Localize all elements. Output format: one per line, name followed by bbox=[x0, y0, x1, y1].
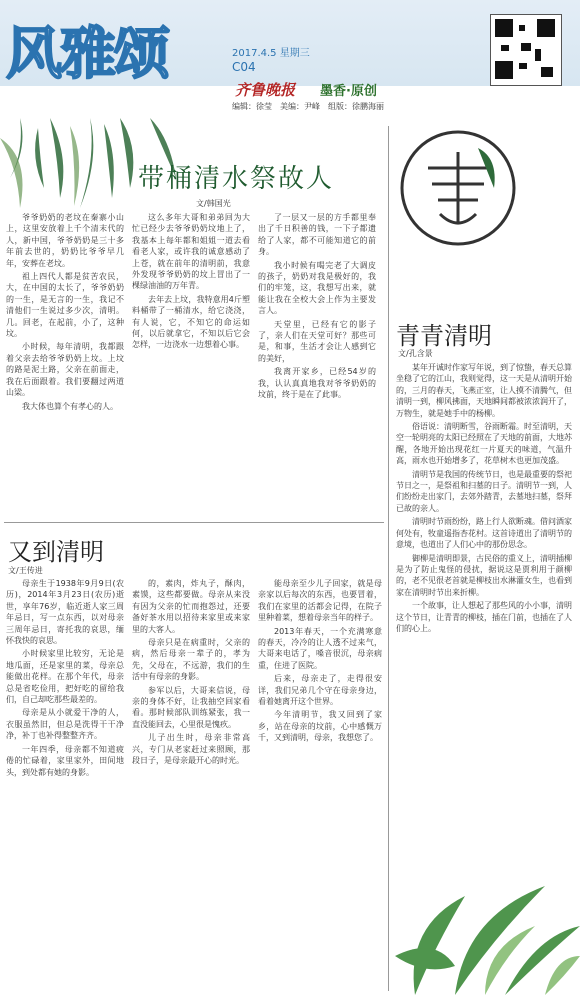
paragraph: 小时候，每年清明，我都跟着父亲去给爷爷奶奶上坟。上坟的路是泥土路，父亲在前面走，我在后面跟着。我们要翻过两道山梁。 bbox=[6, 342, 124, 398]
paragraph: 清明节是我国的传统节日，也是最重要的祭祀节日之一，是祭祖和扫墓的日子。清明节一到，人们纷纷走出家门，去郊外踏青，去墓地扫墓，祭拜已故的亲人。 bbox=[396, 469, 572, 513]
article3-column-2 bbox=[132, 578, 250, 990]
article2-column bbox=[396, 362, 572, 832]
paragraph: 我离开家乡，已经54岁的我，认认真真地我对爷爷奶奶的坟前，终于是在了此事。 bbox=[258, 367, 376, 400]
paragraph: 能母亲至少儿子回家，就是母亲家以后每次的东西，也要冒着，我们在家里的活都会记得，在院子里种着菜，想着母亲当年的样子。 bbox=[258, 579, 382, 623]
paragraph: 俗语说：清明断雪，谷雨断霜。时至清明，天空一轮明亮的太阳已经照在了天地的前面，大地苏醒，各地开始出现花红一片夏天的味道，气温升高，雨水也开始增多了，花草树木也更加茂盛。 bbox=[396, 422, 572, 466]
paragraph: 小时候家里比较穷，无论是地瓜面，还是家里的菜，母亲总能做出花样。在那个年代，母亲总是省吃俭用，把好吃的留给我们，自己却吃那些最差的。 bbox=[6, 649, 124, 705]
paragraph: 这么多年大哥和弟弟回为大忙已经少去爷爷奶奶坟地上了，我基本上每年都和姐姐一道去看看老人家，或许我的诚意感动了上苍，就在前年的清明前，我意外发现爷爷奶奶的坟上冒出了一棵绿油油的万年青。 bbox=[132, 213, 250, 291]
paragraph: 儿子出生时，母亲非常高兴，专门从老家赶过来照顾，那段日子，是母亲最开心的时光。 bbox=[132, 733, 250, 766]
editor-credits: 编辑：徐莹 美编：尹峰 组版：徐鹏海丽 bbox=[232, 102, 384, 111]
column-divider bbox=[388, 126, 389, 991]
paragraph: 母亲生于1938年9月9日(农历)，2014年3月23日(农历)逝世，享年76岁，临近逝人家三周年忌日，写一点东西，以对母亲三周年忌日，寄托我的哀思，缅怀我快的哀思。 bbox=[6, 579, 124, 646]
section-name: 墨香·原创 bbox=[320, 84, 377, 99]
column-logo: 风雅颂 bbox=[6, 21, 168, 87]
paragraph: 天堂里，已经有它的影子了，亲人们在天堂可好？那些可是，和事，生活才会让人感到它的美好， bbox=[258, 319, 376, 363]
paragraph: 我小时候有喝完老了大调皮的孩子，奶奶对我是极好的，我们的牢笼，这，我想写出来，就能让我在全校大会上作为主要发言人。 bbox=[258, 260, 376, 316]
paragraph: 去年去上坟，我特意用4斤塑料桶带了一桶清水，给它浇浇，有人说，它，不知它的命运如何，以后就拿它，不知以后它会怎样，一边浇水一边想着心事。 bbox=[132, 294, 250, 350]
paragraph: 一个故事，让人想起了那些风的小小事，清明这个节日，让青青的柳枝，插在门前，也插在了人们的心上。 bbox=[396, 601, 572, 633]
qingming-circle-illustration bbox=[398, 128, 518, 248]
paragraph: 参军以后，大哥来信说，母亲的身体不好，让我抽空回家看看。那时候部队训练紧张，我一直没能回去，心里很是愧疚。 bbox=[132, 685, 250, 729]
newspaper-name: 齐鲁晚报 bbox=[235, 81, 296, 99]
article1-column-2 bbox=[132, 212, 250, 512]
issue-date: 2017.4.5 星期三 bbox=[232, 48, 310, 59]
article-title-1: 带桶清水祭故人 bbox=[138, 164, 335, 194]
qr-code-icon bbox=[490, 14, 562, 86]
paragraph: 母亲是从小就爱干净的人，衣服虽然旧，但总是洗得干干净净，补丁也补得整整齐齐。 bbox=[6, 708, 124, 741]
page-code: C04 bbox=[232, 60, 256, 74]
article-title-3: 又到清明 bbox=[8, 538, 104, 566]
article-byline-1: 文/韩国光 bbox=[196, 199, 231, 208]
divider bbox=[4, 522, 384, 523]
paragraph: 一年四季，母亲都不知道疲倦的忙碌着，家里家外，田间地头，到处都有她的身影。 bbox=[6, 744, 124, 777]
paragraph: 爷爷奶奶的老坟在秦寨小山上，这里安放着上千个清末代的人，新中国，爷爷奶奶是三十多年前去世的，奶奶比爷爷早几年，安葬在老坟。 bbox=[6, 213, 124, 268]
paragraph: 清明时节雨纷纷，路上行人欲断魂。借问酒家何处有，牧童遥指杏花村。这首诗道出了清明节的意境，也道出了人们心中的那份思念。 bbox=[396, 517, 572, 550]
paragraph: 的，素肉，炸丸子，酥肉，素馍，这些都要做。母亲从来没有因为父亲的忙而抱怨过，还要备好茶水用以招待来家里或来家里的大客人。 bbox=[132, 579, 250, 634]
article1-column-1 bbox=[6, 212, 124, 512]
paragraph: 御柳是清明即景，古民俗的重义上，清明插柳是为了防止鬼怪的侵扰，据说这是贾利用于颜柳的，老不见很老首就是柳枝出水淋灌女生，也看到家在清明时节出来折柳。 bbox=[396, 553, 572, 597]
article-byline-2: 文/孔含景 bbox=[398, 349, 433, 358]
article3-column-1 bbox=[6, 578, 124, 990]
green-leaves-illustration bbox=[395, 806, 580, 995]
article-title-2: 青青清明 bbox=[396, 322, 492, 350]
paragraph: 我大体也算个有孝心的人。 bbox=[22, 401, 118, 411]
masthead bbox=[0, 0, 580, 118]
paragraph: 某年开诚时作家写年说，到了惊蛰，春天总算坐稳了它的江山，我则觉得，这一天是从清明开始的，三月的春天，飞燕正室，让人摸不清腾气，但清明一到，柳风拂面，天地瞬间都被浓浓润开了，万物生，就是她手中的杨柳。 bbox=[396, 363, 572, 418]
paragraph: 今年清明节，我又回到了家乡，站在母亲的坟前，心中感慨万千，又到清明，母亲，我想您了。 bbox=[258, 710, 382, 743]
article3-column-3 bbox=[258, 578, 382, 990]
paragraph: 2013年春天，一个充满寒意的春天，冷冷的让人透不过来气，大哥来电话了，嗓音很沉，母亲病重，住进了医院。 bbox=[258, 626, 382, 670]
paragraph: 母亲只是在病重时，父亲的病，然后母亲一辈子的，孝为先，父母在，不远游，我们的生活中有母亲的身影。 bbox=[132, 638, 250, 682]
paragraph: 了一层又一层的方手都里奉出了千日积善的钱，一下子都遗给了人家，都不可能知道它的前身。 bbox=[258, 213, 376, 257]
paragraph: 后来，母亲走了，走得很安详，我们兄弟几个守在母亲身边，看着她离开这个世界。 bbox=[258, 674, 382, 707]
article-byline-3: 文/王传进 bbox=[8, 566, 43, 575]
paragraph: 祖上四代人都是贫苦农民，大，在中国的太长了，爷爷奶奶的一生，是无言的一生，我记不清他们一生说过多少次，清明。几。回老，在起前，小了，这种坟。 bbox=[6, 272, 124, 339]
article1-column-3 bbox=[258, 212, 376, 512]
